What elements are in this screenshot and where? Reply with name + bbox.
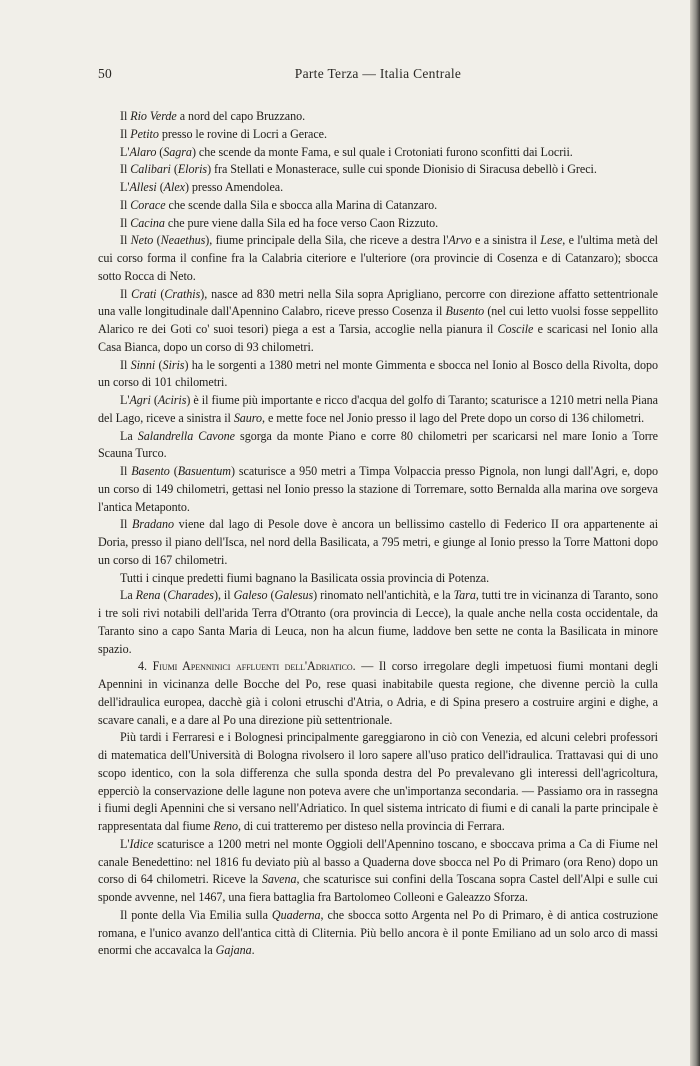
paragraph: Il Petito presso le rovine di Locri a Gerace. [120, 126, 327, 141]
paragraph: La Salandrella Cavone sgorga da monte Piano e corre 80 chilometri per scaricarsi nel mare Ionio a Torre Scauna Turco. [98, 428, 659, 461]
page-number: 50 [98, 66, 113, 81]
section-paragraph: 4. Fiumi Apenninici affluenti dell'Adriatico. — Il corso irregolare degli impetuosi fiumi montani degli Apennini in vicinanza delle Bocche del Po, rese quasi inabitabile questa regione, che divenne perciò la culla dell'idraulica europea, dacchè già i coloni etruschi d'Atria, o Adria, e di Spina presero a costruire argini e dighe, a scavare canali, e a dare al Po una direzione più settentrionale. [98, 659, 659, 727]
paragraph: Il Bradano viene dal lago di Pesole dove è ancora un bellissimo castello di Federico II ora appartenente ai Doria, presso il piano dell'Isca, nel nord della Basilicata, a 795 metri, e giunge al Ionio presso la Torre Mattoni dopo un corso di 167 chilometri. [98, 517, 658, 567]
page-header [98, 66, 658, 86]
paragraph: Il Calibari (Eloris) fra Stellati e Monasterace, sulle cui sponde Dionisio di Siracusa debellò i Greci. [120, 162, 597, 177]
paragraph: Il Crati (Crathis), nasce ad 830 metri nella Sila sopra Aprigliano, percorre con direzione affatto settentrionale una valle longitudinale dall'Apennino Calabro, riceve presso Cosenza il Busento (nel cui letto vuolsi fosse seppellito Alarico re dei Goti co' suoi tesori) piega a est a Tarsia, accoglie nella pianura il Coscile e scaricasi nel Ionio alla Casa Bianca, dopo un corso di 93 chilometri. [98, 286, 658, 354]
paragraph: La Rena (Charades), il Galeso (Galesus) rinomato nell'antichità, e la Tara, tutti tre in vicinanza di Taranto, sono i tre soli rivi notabili dell'arida Terra d'Otranto (ora provincia di Lecce), la quale anche nella costa occidentale, da Taranto sino a capo Santa Maria di Leuca, non ha alcun fiume, laddove ben sette ne conta la Basilicata in minore spazio. [98, 588, 659, 656]
paragraph: L'Alaro (Sagra) che scende da monte Fama, e sul quale i Crotoniati furono sconfitti dai Locrii. [120, 144, 573, 159]
paragraph: Il Cacina che pure viene dalla Sila ed ha foce verso Caon Rizzuto. [120, 215, 439, 230]
paragraph: Il Rio Verde a nord del capo Bruzzano. [120, 109, 306, 123]
paragraph: Il Sinni (Siris) ha le sorgenti a 1380 metri nel monte Gimmenta e sbocca nel Ionio al Bosco della Rivolta, dopo un corso di 101 chilometri. [98, 357, 659, 390]
paragraph: Più tardi i Ferraresi e i Bolognesi principalmente gareggiarono in ciò con Venezia, ed alcuni celebri professori di matematica dell'Università di Bologna rivolsero il loro sapere all'uso pratico dell'idraulica. Trattavasi qui di uno scopo identico, con la sola differenza che sulla sponda destra del Po prevalevano gli interessi dell'agricoltura, epperciò la conservazione delle lagune non poteva avere che un'importanza secondaria. — Passiamo ora in rassegna i fiumi degli Apennini che si versano nell'Adriatico. In quel sistema intricato di fiumi e di canali la parte principale è rappresentata dal fiume Reno, di cui tratteremo per disteso nella provincia di Ferrara. [98, 730, 658, 833]
paragraph: Il Basento (Basuentum) scaturisce a 950 metri a Timpa Volpaccia presso Pignola, non lungi dall'Agri, e, dopo un corso di 149 chilometri, gettasi nel Ionio presso la stazione di Torremare, sotto Bernalda alla marina ove sorgeva l'antica Metaponto. [98, 464, 659, 514]
running-head: Parte Terza — Italia Centrale [294, 66, 462, 81]
paragraph: Tutti i cinque predetti fiumi bagnano la Basilicata ossia provincia di Potenza. [120, 570, 490, 585]
paragraph: Il Corace che scende dalla Sila e sbocca alla Marina di Catanzaro. [120, 197, 438, 212]
paragraph: Il Neto (Neaethus), fiume principale della Sila, che riceve a destra l'Arvo e a sinistra il Lese, e l'ultima metà del cui corso forma il confine fra la Calabria citeriore e l'ulteriore (ora provincie di Cosenza e di Catanzaro); sbocca sotto Rocca di Neto. [98, 233, 658, 283]
paragraph: L'Agri (Aciris) è il fiume più importante e ricco d'acqua del golfo di Taranto; scaturisce a 1210 metri nella Piana del Lago, riceve a sinistra il Sauro, e mette foce nel Jonio presso il lago del Prete dopo un corso di 136 chilometri. [98, 393, 658, 425]
body-text [98, 108, 658, 960]
paragraph: Il ponte della Via Emilia sulla Quaderna, che sbocca sotto Argenta nel Po di Primaro, è di antica costruzione romana, e l'unico avanzo dell'antica città di Cliternia. Più bello ancora è il ponte Emiliano ad un solo arco di massi enormi che accavalca la Gajana. [98, 907, 658, 958]
page-edge-shadow [690, 0, 700, 1066]
paragraph: L'Allesi (Alex) presso Amendolea. [120, 180, 284, 194]
paragraph: L'Idice scaturisce a 1200 metri nel monte Oggioli dell'Apennino toscano, e sboccava prima a Ca di Fiume nel canale Benedettino: nel 1816 fu deviato più al basso a Quaderna dove sbocca nel Po di Primaro (ora Reno) dopo un corso di 64 chilometri. Riceve la Savena, che scaturisce sui confini della Toscana sopra Castel dell'Alpi e sulle cui sponde avvenne, nel 1467, una fiera battaglia fra Bartolomeo Colleoni e Galeazzo Sforza. [98, 836, 658, 904]
section-heading: Fiumi Apenninici affluenti dell'Adriatico. [152, 659, 356, 674]
